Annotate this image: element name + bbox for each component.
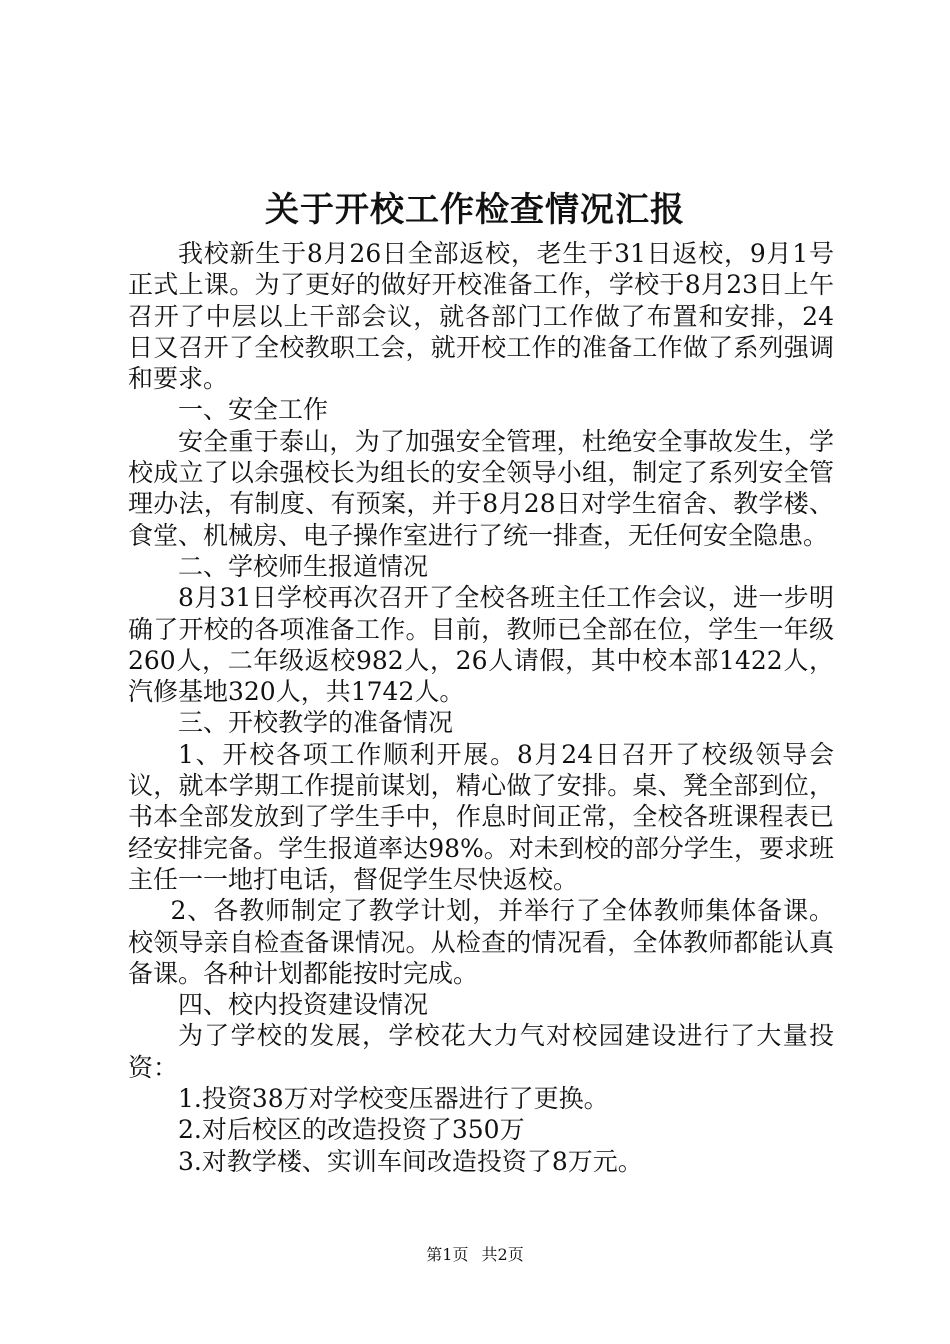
section-heading-investment: 四、校内投资建设情况 — [178, 990, 429, 1020]
page-footer — [0, 1244, 950, 1266]
section-heading-safety: 一、安全工作 — [178, 395, 329, 425]
intro-paragraph: 我校新生于8月26日全部返校，老生于31日返校，9月1号正式上课。为了更好的做好开校准备工作，学校于8月23日上午召开了中层以上干部会议，就各部门工作做了布置和安排，24日又召开了全校教职工会，就开校工作的准备工作做了系列强调和要求。 — [128, 239, 834, 394]
page-total: 共2页 — [481, 1245, 524, 1264]
document-title: 关于开校工作检查情况汇报 — [265, 190, 685, 230]
investment-item-2: 2.对后校区的改造投资了350万 — [178, 1115, 525, 1145]
attendance-paragraph: 8月31日学校再次召开了全校各班主任工作会议，进一步明确了开校的各项准备工作。目前，教师已全部在位，学生一年级260人，二年级返校982人，26人请假，其中校本部1422人，汽修基地320人，共1742人。 — [128, 583, 834, 707]
teaching-item-1: 1、开校各项工作顺利开展。8月24日召开了校级领导会议，就本学期工作提前谋划，精心做了安排。桌、凳全部到位，书本全部发放到了学生手中，作息时间正常，全校各班课程表已经安排完备。学生报道率达98%。对未到校的部分学生，要求班主任一一地打电话，督促学生尽快返校。 — [128, 739, 834, 894]
page-number: 第1页 — [426, 1245, 469, 1264]
document-body — [128, 238, 834, 1177]
investment-item-1: 1.投资38万对学校变压器进行了更换。 — [178, 1084, 609, 1114]
safety-paragraph: 安全重于泰山，为了加强安全管理，杜绝安全事故发生，学校成立了以余强校长为组长的安全领导小组，制定了系列安全管理办法，有制度、有预案，并于8月28日对学生宿舍、教学楼、食堂、机械房、电子操作室进行了统一排查，无任何安全隐患。 — [128, 426, 834, 550]
section-heading-attendance: 二、学校师生报道情况 — [178, 551, 429, 581]
investment-paragraph: 为了学校的发展，学校花大力气对校园建设进行了大量投资： — [128, 1021, 834, 1082]
investment-item-3: 3.对教学楼、实训车间改造投资了8万元。 — [178, 1146, 643, 1176]
section-heading-teaching: 三、开校教学的准备情况 — [178, 708, 454, 738]
teaching-item-2: 2、各教师制定了教学计划，并举行了全体教师集体备课。校领导亲自检查备课情况。从检查的情况看，全体教师都能认真备课。各种计划都能按时完成。 — [128, 896, 834, 988]
